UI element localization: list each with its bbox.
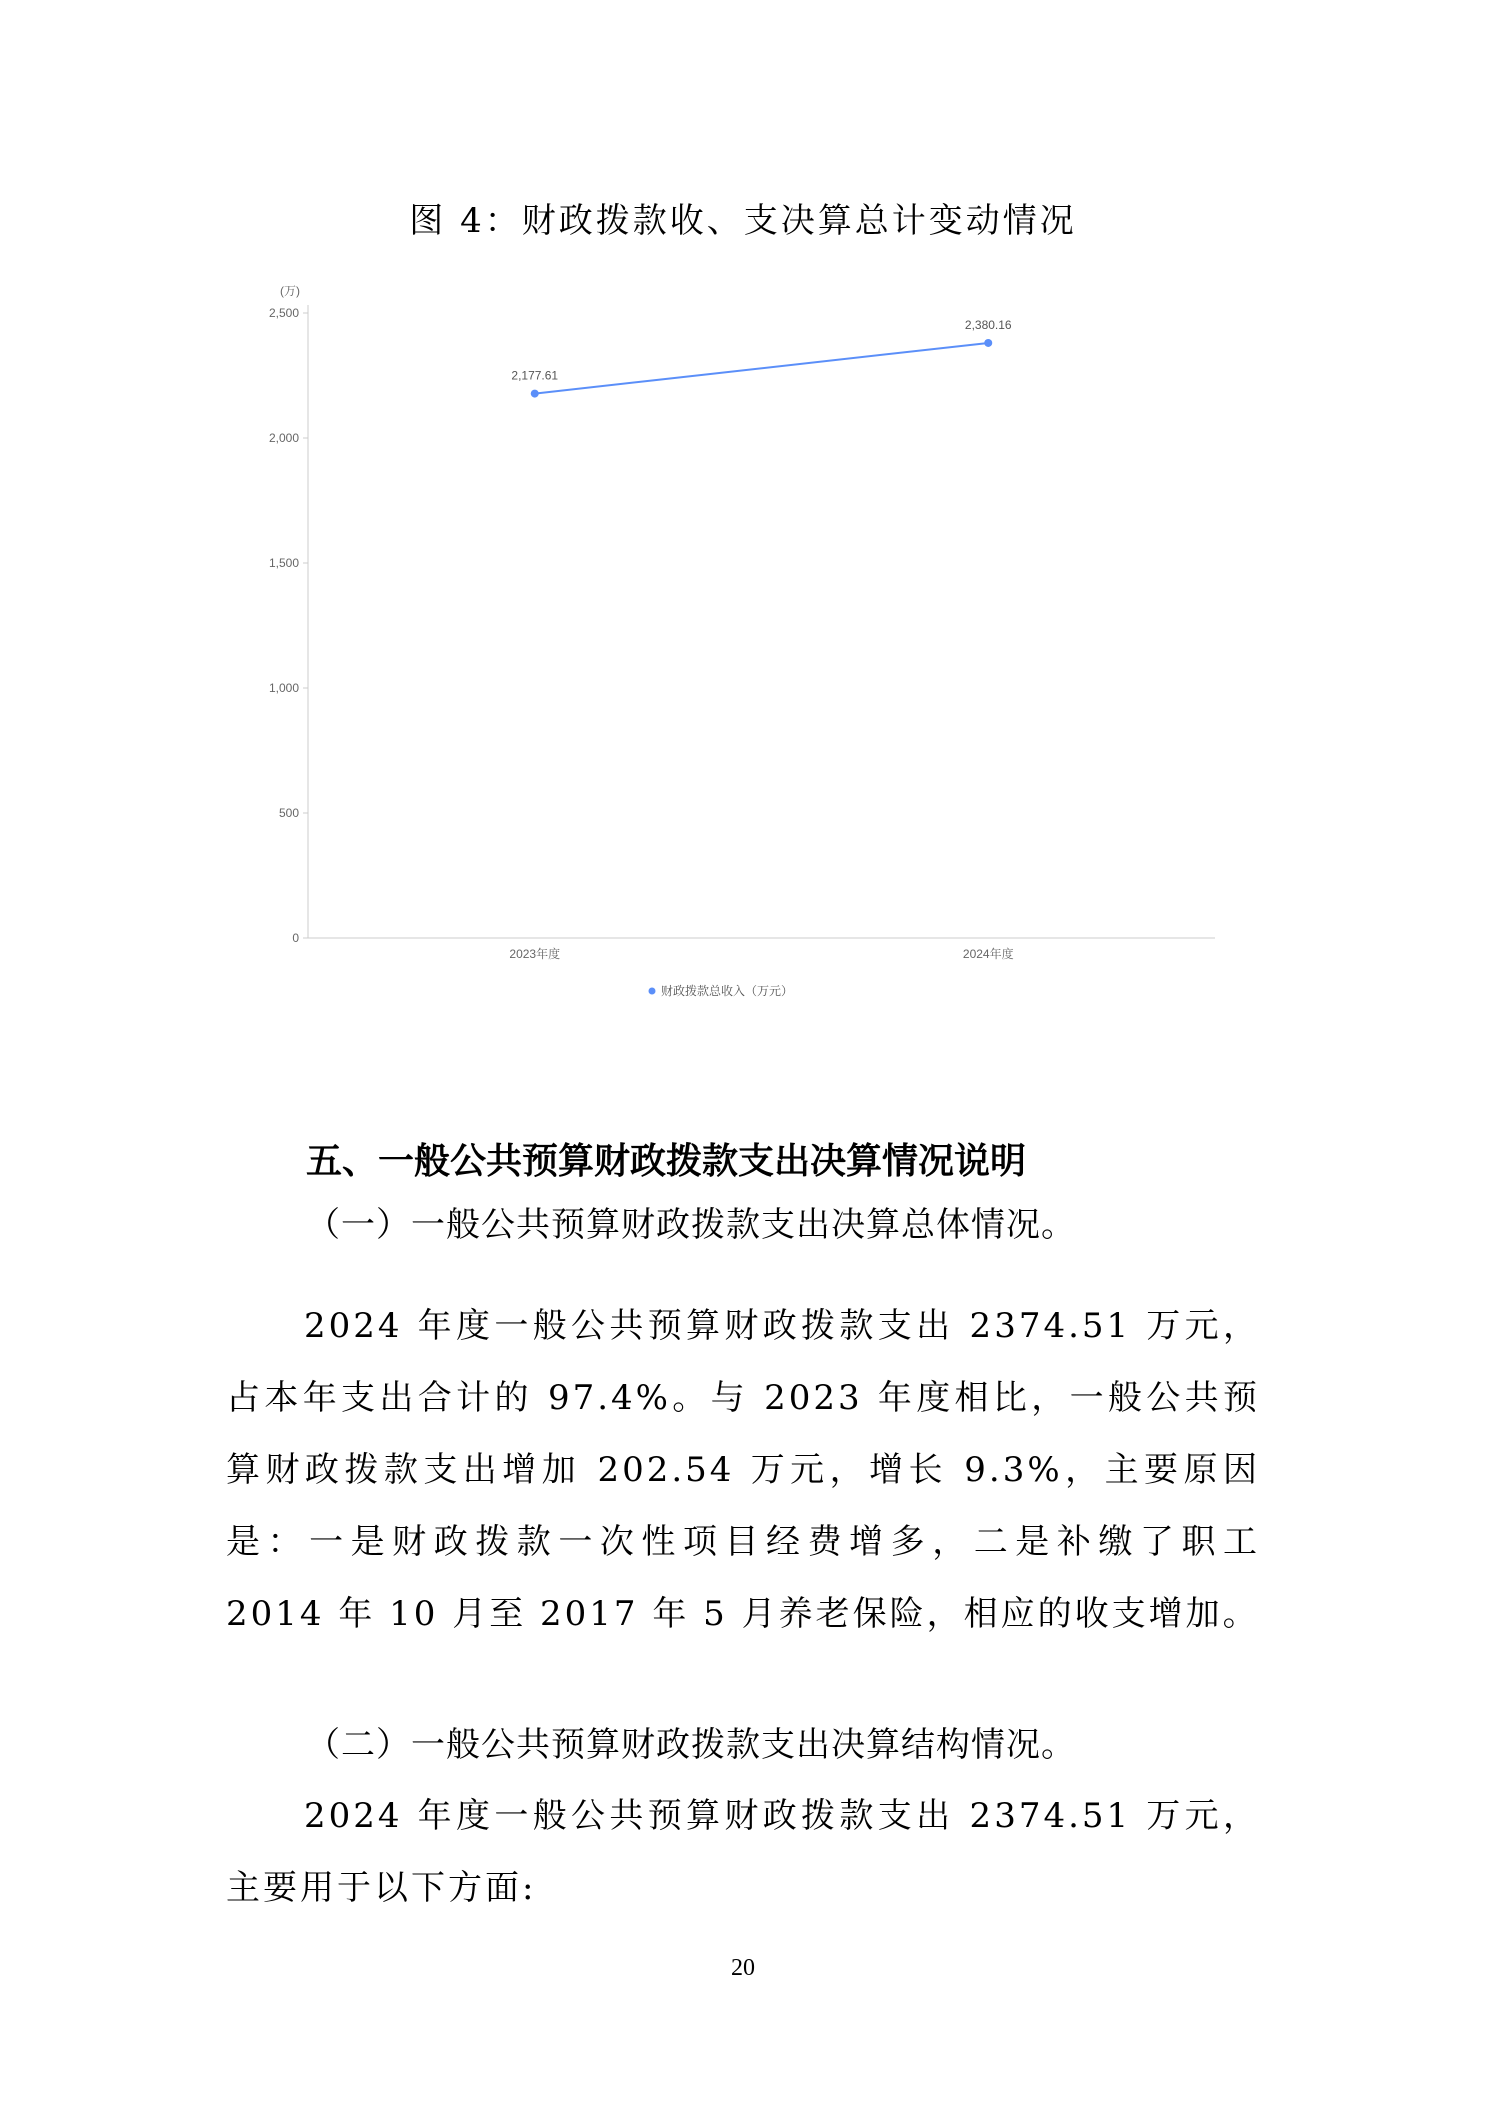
series-line (535, 343, 989, 394)
data-point (531, 390, 539, 398)
legend-label: 财政拨款总收入（万元） (661, 984, 794, 998)
y-unit-label: (万) (280, 284, 300, 298)
data-label: 2,177.61 (511, 368, 559, 383)
paragraph-2: 2024 年度一般公共预算财政拨款支出 2374.51 万元，主要用于以下方面: (226, 1796, 1260, 1908)
x-tick-label: 2023年度 (509, 947, 561, 961)
subsection-heading-2: （二）一般公共预算财政拨款支出决算结构情况。 (306, 1725, 1076, 1765)
y-tick-label: 0 (292, 931, 299, 945)
x-tick-label: 2024年度 (962, 947, 1014, 961)
y-tick-label: 2,000 (268, 431, 299, 445)
subsection-heading-1: （一）一般公共预算财政拨款支出决算总体情况。 (306, 1205, 1076, 1245)
legend-marker (649, 988, 656, 995)
y-tick-label: 1,000 (268, 681, 299, 695)
page-number: 20 (731, 1955, 755, 1981)
line-chart (250, 270, 1230, 1010)
section-heading: 五、一般公共预算财政拨款支出决算情况说明 (306, 1141, 1027, 1182)
y-tick-label: 500 (278, 806, 299, 820)
y-tick-label: 1,500 (268, 556, 299, 570)
paragraph-1: 2024 年度一般公共预算财政拨款支出 2374.51 万元，占本年支出合计的 97.4%。与 2023 年度相比，一般公共预算财政拨款支出增加 202.54 万元，增长 9.3%，主要原因是：一是财政拨款一次性项目经费增多，二是补缴了职工 2014 年 10 月至 2017 年 5 月养老保险，相应的收支增加。 (226, 1306, 1260, 1634)
figure-title: 图 4：财政拨款收、支决算总计变动情况 (409, 201, 1077, 241)
data-label: 2,380.16 (964, 317, 1012, 332)
y-tick-label: 2,500 (268, 306, 299, 320)
data-point (984, 339, 992, 347)
